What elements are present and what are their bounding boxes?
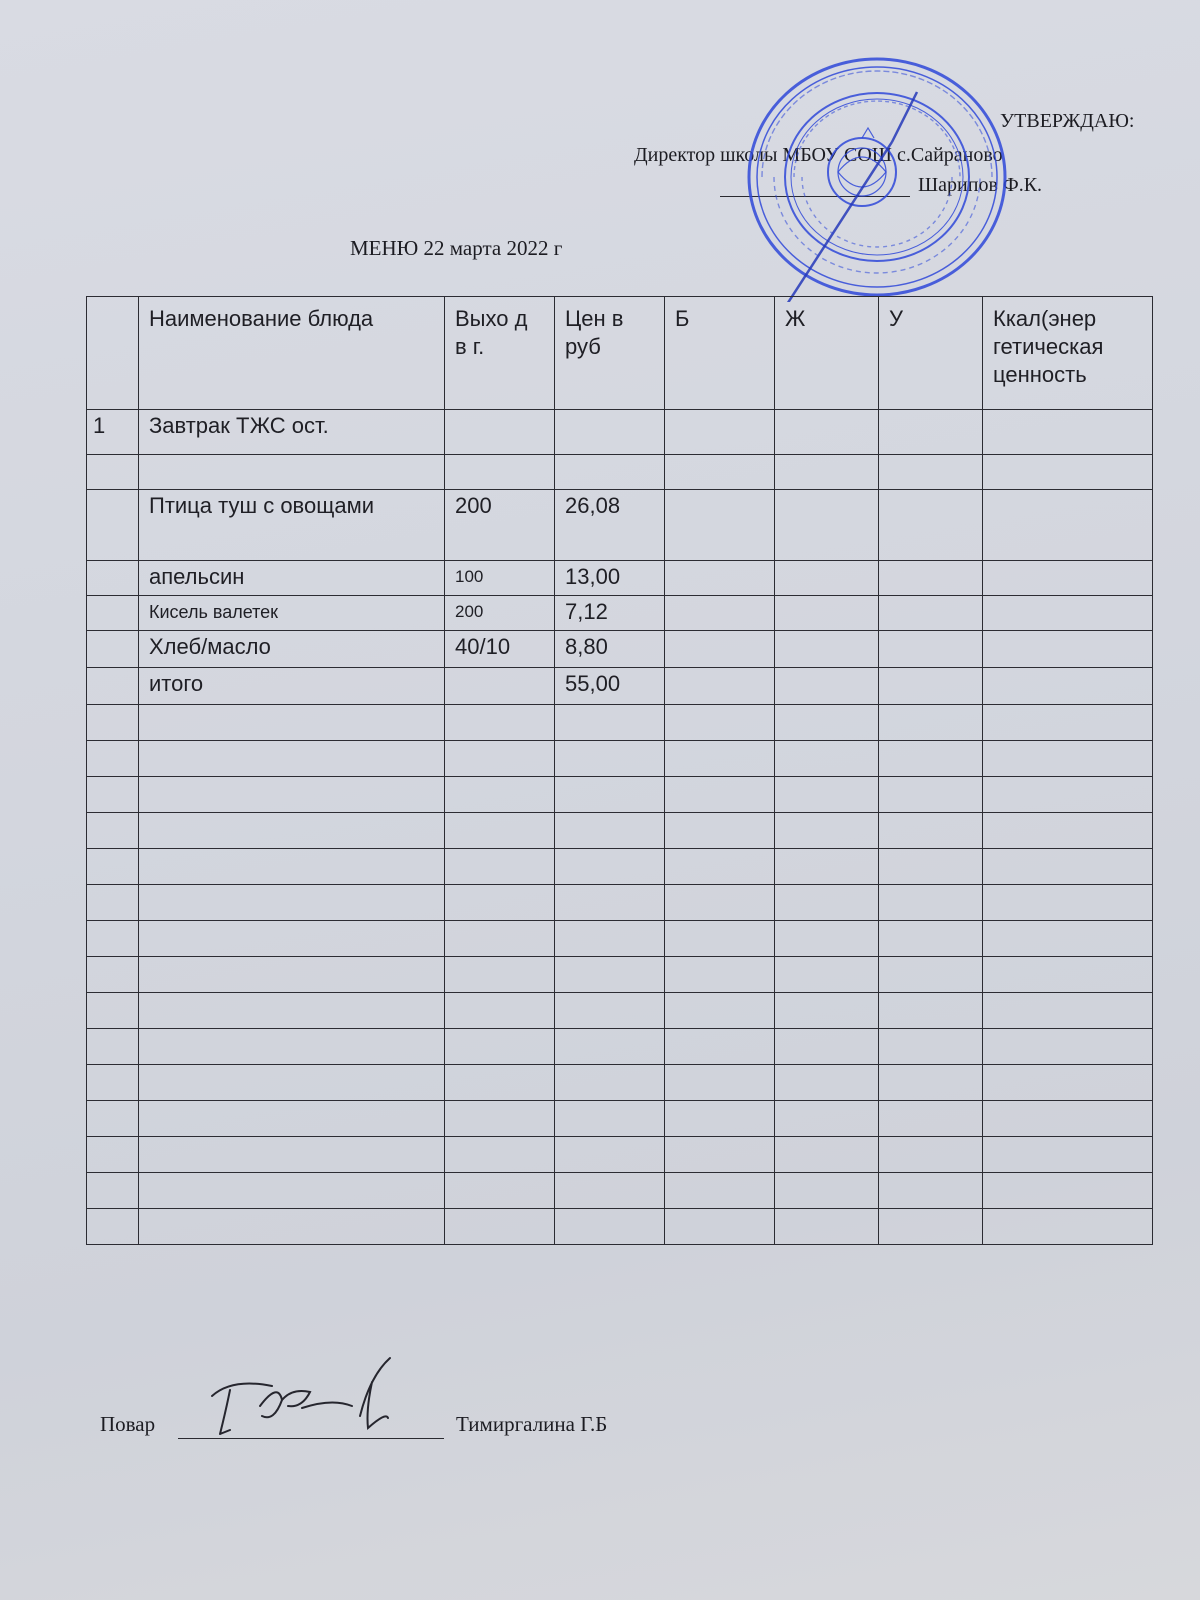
table-row-empty <box>87 957 1153 993</box>
cell-kcal <box>983 1209 1153 1245</box>
cell-dish-name <box>139 1137 445 1173</box>
cell-fats <box>775 741 879 777</box>
cell-fats <box>775 631 879 668</box>
approval-name: Шарипов Ф.К. <box>918 174 1043 196</box>
cell-yield: 40/10 <box>445 631 555 668</box>
cell-proteins <box>665 1065 775 1101</box>
cook-handwritten-signature <box>190 1356 430 1446</box>
cell-number <box>87 849 139 885</box>
cell-yield <box>445 993 555 1029</box>
cook-label: Повар <box>100 1412 156 1436</box>
table-row-empty <box>87 705 1153 741</box>
cell-proteins <box>665 957 775 993</box>
cell-number <box>87 993 139 1029</box>
cell-fats <box>775 668 879 705</box>
cell-number <box>87 885 139 921</box>
cell-yield <box>445 668 555 705</box>
cell-fats <box>775 596 879 631</box>
cell-dish-name <box>139 741 445 777</box>
cell-dish-name: апельсин <box>139 561 445 596</box>
cell-fats <box>775 1137 879 1173</box>
cell-price <box>555 1101 665 1137</box>
cell-number <box>87 1173 139 1209</box>
cell-fats <box>775 921 879 957</box>
cell-number: 1 <box>87 410 139 455</box>
cell-carbs <box>879 957 983 993</box>
cell-carbs <box>879 1029 983 1065</box>
cell-price: 8,80 <box>555 631 665 668</box>
cell-dish-name: Птица туш с овощами <box>139 490 445 561</box>
cell-number <box>87 490 139 561</box>
cell-fats <box>775 410 879 455</box>
table-row-empty <box>87 777 1153 813</box>
cook-name: Тимиргалина Г.Б <box>456 1412 608 1436</box>
cell-price <box>555 1137 665 1173</box>
cell-carbs <box>879 631 983 668</box>
cell-carbs <box>879 1209 983 1245</box>
cell-number <box>87 1065 139 1101</box>
cell-yield <box>445 957 555 993</box>
cell-dish-name: Кисель валетек <box>139 596 445 631</box>
cell-yield <box>445 705 555 741</box>
cell-dish-name <box>139 813 445 849</box>
cell-yield <box>445 455 555 490</box>
cell-dish-name <box>139 777 445 813</box>
official-stamp <box>742 52 1012 302</box>
cell-dish-name <box>139 1209 445 1245</box>
cell-carbs <box>879 561 983 596</box>
table-row-total <box>87 668 1153 705</box>
cell-kcal <box>983 1137 1153 1173</box>
cell-number <box>87 1209 139 1245</box>
header-proteins: Б <box>665 297 775 410</box>
cell-carbs <box>879 1173 983 1209</box>
cell-yield <box>445 1209 555 1245</box>
cell-proteins <box>665 813 775 849</box>
cell-fats <box>775 1029 879 1065</box>
cell-price <box>555 921 665 957</box>
cell-price <box>555 777 665 813</box>
cell-kcal <box>983 490 1153 561</box>
cell-proteins <box>665 1101 775 1137</box>
cell-number <box>87 668 139 705</box>
cell-fats <box>775 561 879 596</box>
cell-price <box>555 455 665 490</box>
cell-proteins <box>665 1029 775 1065</box>
cell-fats <box>775 490 879 561</box>
cell-fats <box>775 957 879 993</box>
cell-dish-name: Завтрак ТЖС ост. <box>139 410 445 455</box>
cell-kcal <box>983 1065 1153 1101</box>
cell-proteins <box>665 561 775 596</box>
cell-proteins <box>665 885 775 921</box>
cell-proteins <box>665 741 775 777</box>
cell-yield <box>445 741 555 777</box>
cell-kcal <box>983 921 1153 957</box>
cell-kcal <box>983 705 1153 741</box>
cell-dish-name <box>139 921 445 957</box>
table-header-row <box>87 297 1153 410</box>
header-fats: Ж <box>775 297 879 410</box>
cell-number <box>87 705 139 741</box>
table-row-empty <box>87 1065 1153 1101</box>
cell-yield <box>445 813 555 849</box>
cell-kcal <box>983 410 1153 455</box>
cell-dish-name <box>139 993 445 1029</box>
cell-number <box>87 741 139 777</box>
cell-fats <box>775 705 879 741</box>
cell-number <box>87 596 139 631</box>
cell-carbs <box>879 741 983 777</box>
table-row <box>87 455 1153 490</box>
cell-kcal <box>983 885 1153 921</box>
table-row-empty <box>87 741 1153 777</box>
cell-dish-name <box>139 705 445 741</box>
cell-price <box>555 1209 665 1245</box>
cell-carbs <box>879 993 983 1029</box>
cell-yield <box>445 1173 555 1209</box>
table-row-empty <box>87 1173 1153 1209</box>
cell-price <box>555 1065 665 1101</box>
cell-yield <box>445 1137 555 1173</box>
cell-price <box>555 993 665 1029</box>
cell-yield <box>445 1029 555 1065</box>
table-row-empty <box>87 1029 1153 1065</box>
cell-number <box>87 813 139 849</box>
table-row-empty <box>87 1137 1153 1173</box>
menu-title: МЕНЮ 22 марта 2022 г <box>350 236 563 260</box>
cell-carbs <box>879 777 983 813</box>
header-kcal: Ккал(энер гетическая ценность <box>983 297 1153 410</box>
table-row-empty <box>87 921 1153 957</box>
cell-carbs <box>879 885 983 921</box>
cell-dish-name <box>139 1065 445 1101</box>
cell-price: 26,08 <box>555 490 665 561</box>
cell-price <box>555 410 665 455</box>
cell-kcal <box>983 813 1153 849</box>
cell-proteins <box>665 668 775 705</box>
cell-number <box>87 1137 139 1173</box>
cell-carbs <box>879 1065 983 1101</box>
cell-dish-name <box>139 957 445 993</box>
cell-number <box>87 561 139 596</box>
cell-kcal <box>983 1101 1153 1137</box>
cell-proteins <box>665 777 775 813</box>
cell-carbs <box>879 490 983 561</box>
cell-yield <box>445 849 555 885</box>
cell-kcal <box>983 777 1153 813</box>
cell-kcal <box>983 849 1153 885</box>
cell-dish-name <box>139 1173 445 1209</box>
cell-number <box>87 455 139 490</box>
cell-proteins <box>665 596 775 631</box>
table-row-empty <box>87 1209 1153 1245</box>
cell-carbs <box>879 813 983 849</box>
menu-table <box>86 296 1153 1245</box>
cell-number <box>87 1101 139 1137</box>
table-row <box>87 490 1153 561</box>
cell-yield <box>445 777 555 813</box>
cell-price <box>555 705 665 741</box>
cell-yield: 200 <box>445 596 555 631</box>
approval-title: УТВЕРЖДАЮ: <box>1000 110 1135 132</box>
cell-carbs <box>879 849 983 885</box>
cell-kcal <box>983 741 1153 777</box>
cell-proteins <box>665 921 775 957</box>
cell-fats <box>775 455 879 490</box>
cell-kcal <box>983 1173 1153 1209</box>
cell-price <box>555 1029 665 1065</box>
cell-kcal <box>983 596 1153 631</box>
cell-carbs <box>879 596 983 631</box>
stamp-seal-graphic <box>742 52 1012 302</box>
cell-carbs <box>879 921 983 957</box>
header-number <box>87 297 139 410</box>
cell-yield <box>445 1065 555 1101</box>
cell-carbs <box>879 1137 983 1173</box>
cell-price <box>555 1173 665 1209</box>
table-row-empty <box>87 849 1153 885</box>
table-row <box>87 631 1153 668</box>
cell-dish-name <box>139 1029 445 1065</box>
header-yield: Выхо д в г. <box>445 297 555 410</box>
cell-number <box>87 777 139 813</box>
cell-carbs <box>879 1101 983 1137</box>
cell-yield <box>445 410 555 455</box>
header-dish-name: Наименование блюда <box>139 297 445 410</box>
cell-kcal <box>983 1029 1153 1065</box>
table-row <box>87 596 1153 631</box>
cell-price <box>555 741 665 777</box>
cell-number <box>87 1029 139 1065</box>
cell-kcal <box>983 455 1153 490</box>
cell-yield: 200 <box>445 490 555 561</box>
cell-proteins <box>665 1137 775 1173</box>
cell-fats <box>775 1209 879 1245</box>
cell-fats <box>775 849 879 885</box>
cell-proteins <box>665 993 775 1029</box>
cell-fats <box>775 1173 879 1209</box>
cell-dish-name <box>139 455 445 490</box>
cell-proteins <box>665 1209 775 1245</box>
cell-number <box>87 957 139 993</box>
cell-carbs <box>879 455 983 490</box>
cell-kcal <box>983 957 1153 993</box>
cell-dish-name <box>139 849 445 885</box>
cell-price: 55,00 <box>555 668 665 705</box>
cell-price: 13,00 <box>555 561 665 596</box>
cell-price: 7,12 <box>555 596 665 631</box>
cell-yield <box>445 885 555 921</box>
cell-price <box>555 885 665 921</box>
approval-position: Директор школы МБОУ СОШ с.Сайраново <box>634 144 1003 166</box>
table-row-empty <box>87 813 1153 849</box>
cell-carbs <box>879 705 983 741</box>
table-row-empty <box>87 885 1153 921</box>
cell-number <box>87 631 139 668</box>
cell-price <box>555 813 665 849</box>
cell-kcal <box>983 561 1153 596</box>
header-price: Цен в руб <box>555 297 665 410</box>
cell-yield <box>445 1101 555 1137</box>
header-carbs: У <box>879 297 983 410</box>
table-row <box>87 561 1153 596</box>
cell-dish-name: итого <box>139 668 445 705</box>
cell-proteins <box>665 455 775 490</box>
cell-carbs <box>879 668 983 705</box>
cell-fats <box>775 813 879 849</box>
cell-proteins <box>665 410 775 455</box>
cell-proteins <box>665 849 775 885</box>
cell-dish-name <box>139 885 445 921</box>
cell-fats <box>775 777 879 813</box>
cell-fats <box>775 993 879 1029</box>
cell-price <box>555 957 665 993</box>
table-row-empty <box>87 1101 1153 1137</box>
cell-yield: 100 <box>445 561 555 596</box>
cell-proteins <box>665 490 775 561</box>
cell-carbs <box>879 410 983 455</box>
cell-dish-name <box>139 1101 445 1137</box>
cell-price <box>555 849 665 885</box>
cell-proteins <box>665 1173 775 1209</box>
cell-fats <box>775 885 879 921</box>
cell-yield <box>445 921 555 957</box>
cell-kcal <box>983 631 1153 668</box>
table-row-empty <box>87 993 1153 1029</box>
cell-fats <box>775 1101 879 1137</box>
table-row <box>87 410 1153 455</box>
cell-kcal <box>983 668 1153 705</box>
cell-dish-name: Хлеб/масло <box>139 631 445 668</box>
cell-proteins <box>665 705 775 741</box>
cell-kcal <box>983 993 1153 1029</box>
cell-fats <box>775 1065 879 1101</box>
cell-proteins <box>665 631 775 668</box>
cell-number <box>87 921 139 957</box>
